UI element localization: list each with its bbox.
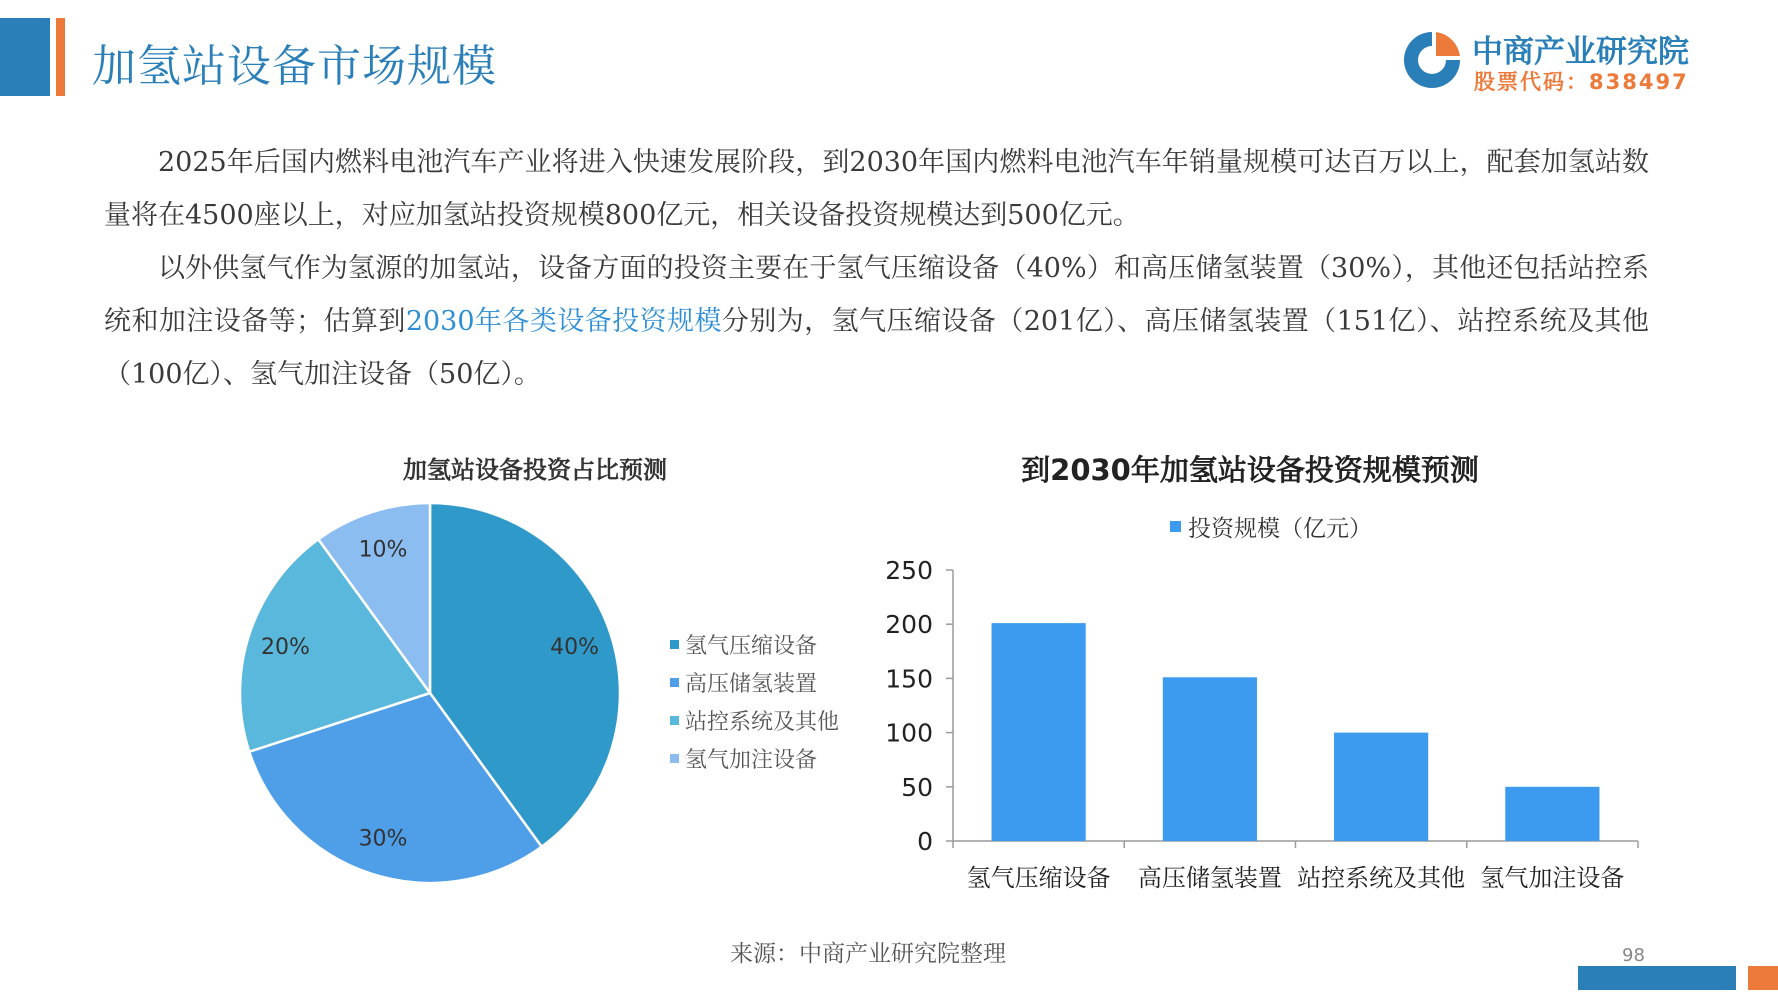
bar-chart-legend bbox=[1170, 510, 1372, 543]
x-category-label: 氢气加注设备 bbox=[1480, 864, 1625, 892]
intro-text bbox=[104, 136, 1649, 401]
bar-chart bbox=[860, 540, 1650, 900]
bar-legend-swatch bbox=[1170, 521, 1181, 532]
pie-chart bbox=[230, 500, 630, 900]
logo-company-name: 中商产业研究院 bbox=[1472, 34, 1689, 70]
x-category-label: 高压储氢装置 bbox=[1137, 864, 1282, 892]
pie-slice-label-4: 10% bbox=[358, 537, 408, 563]
pie-legend-item-3 bbox=[670, 701, 839, 739]
company-logo bbox=[1400, 26, 1700, 98]
pie-legend-swatch bbox=[670, 754, 679, 763]
y-tick-label: 50 bbox=[901, 772, 933, 802]
pie-legend-label: 高压储氢装置 bbox=[685, 671, 818, 697]
pie-legend-item-1 bbox=[670, 625, 839, 663]
pie-legend-label: 站控系统及其他 bbox=[685, 709, 840, 735]
pie-chart-title: 加氢站设备投资占比预测 bbox=[403, 456, 667, 484]
intro-paragraph-2-start: 以外供氢气作为氢源的加氢站，设备方面的投资主要在于氢气压缩设备（40%）和高压储氢装置（30%），其他还包括站控系统和加注设备等；估算到 bbox=[104, 253, 1649, 337]
y-tick-label: 100 bbox=[885, 718, 933, 748]
header-accent-stripe bbox=[56, 18, 65, 96]
pie-legend-label: 氢气压缩设备 bbox=[685, 633, 818, 659]
logo-stock-code: 股票代码：838497 bbox=[1474, 70, 1689, 94]
header-accent-bar bbox=[0, 18, 50, 96]
pie-slice-label-2: 30% bbox=[358, 826, 408, 852]
pie-legend-item-2 bbox=[670, 663, 839, 701]
source-note: 来源：中商产业研究院整理 bbox=[730, 941, 1006, 967]
y-tick-label: 0 bbox=[917, 827, 933, 856]
pie-legend-item-4 bbox=[670, 739, 839, 777]
page-number: 98 bbox=[1622, 945, 1645, 966]
x-category-label: 氢气压缩设备 bbox=[966, 864, 1111, 892]
pie-slice-label-1: 40% bbox=[550, 635, 600, 661]
pie-chart-legend bbox=[670, 625, 839, 777]
y-tick-label: 250 bbox=[885, 556, 933, 585]
intro-paragraph-2-end: 分别为，氢气压缩设备（201亿）、高压储氢装置（151亿）、站控系统及其他（100亿）、氢气加注设备（50亿）。 bbox=[104, 306, 1649, 390]
bar-4 bbox=[1505, 787, 1599, 841]
bar-1 bbox=[992, 623, 1086, 841]
footer-accent-stripe bbox=[1748, 966, 1778, 990]
pie-slice-label-3: 20% bbox=[260, 635, 310, 661]
pie-legend-swatch bbox=[670, 640, 679, 649]
pie-legend-swatch bbox=[670, 716, 679, 725]
logo-mark-icon bbox=[1400, 28, 1464, 92]
page-title: 加氢站设备市场规模 bbox=[92, 41, 497, 92]
footer-accent-bar bbox=[1578, 966, 1736, 990]
pie-legend-label: 氢气加注设备 bbox=[685, 747, 818, 773]
intro-highlight: 2030年各类设备投资规模 bbox=[405, 306, 722, 337]
x-category-label: 站控系统及其他 bbox=[1297, 864, 1466, 892]
intro-paragraph-2 bbox=[104, 242, 1649, 401]
intro-paragraph-1: 2025年后国内燃料电池汽车产业将进入快速发展阶段，到2030年国内燃料电池汽车年销量规模可达百万以上，配套加氢站数量将在4500座以上，对应加氢站投资规模800亿元，相关设备投资规模达到500亿元。 bbox=[104, 147, 1649, 231]
bar-legend-label: 投资规模（亿元） bbox=[1188, 516, 1372, 542]
pie-legend-swatch bbox=[670, 678, 679, 687]
bar-2 bbox=[1163, 677, 1257, 841]
y-tick-label: 200 bbox=[885, 610, 933, 640]
bar-chart-title: 到2030年加氢站设备投资规模预测 bbox=[1021, 453, 1479, 487]
bar-3 bbox=[1334, 733, 1428, 841]
y-tick-label: 150 bbox=[885, 664, 933, 694]
